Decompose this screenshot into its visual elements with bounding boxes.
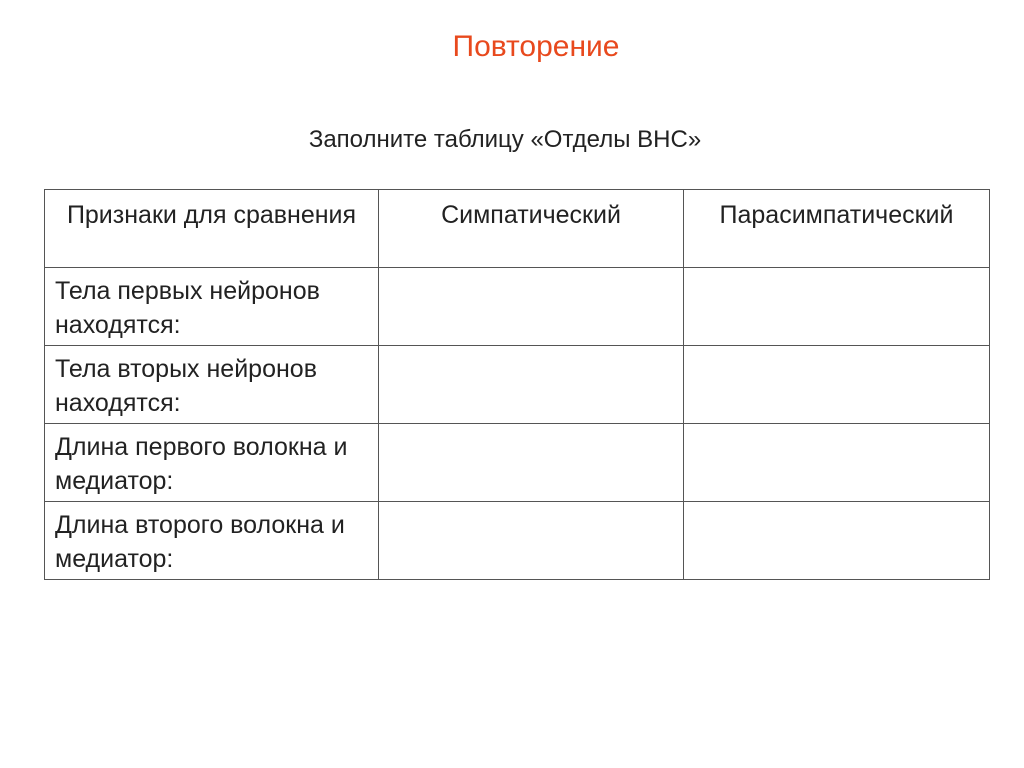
slide-title: Повторение xyxy=(452,30,620,63)
feature-cell: Тела первых нейронов находятся: xyxy=(45,268,379,346)
sympathetic-cell[interactable] xyxy=(379,502,684,580)
sympathetic-cell[interactable] xyxy=(379,346,684,424)
table-row xyxy=(45,268,990,346)
table-row xyxy=(45,424,990,502)
table-instruction: Заполните таблицу «Отделы ВНС» xyxy=(308,126,702,153)
parasympathetic-cell[interactable] xyxy=(684,424,990,502)
table-row xyxy=(45,502,990,580)
parasympathetic-cell[interactable] xyxy=(684,502,990,580)
parasympathetic-cell[interactable] xyxy=(684,346,990,424)
table-row xyxy=(45,346,990,424)
feature-cell: Длина первого волокна и медиатор: xyxy=(45,424,379,502)
table-header-row xyxy=(45,190,990,268)
header-sympathetic: Симпатический xyxy=(379,190,684,268)
header-features: Признаки для сравнения xyxy=(45,190,379,268)
sympathetic-cell[interactable] xyxy=(379,424,684,502)
parasympathetic-cell[interactable] xyxy=(684,268,990,346)
header-parasympathetic: Парасимпатический xyxy=(684,190,990,268)
feature-cell: Тела вторых нейронов находятся: xyxy=(45,346,379,424)
sympathetic-cell[interactable] xyxy=(379,268,684,346)
comparison-table xyxy=(44,189,990,580)
feature-cell: Длина второго волокна и медиатор: xyxy=(45,502,379,580)
